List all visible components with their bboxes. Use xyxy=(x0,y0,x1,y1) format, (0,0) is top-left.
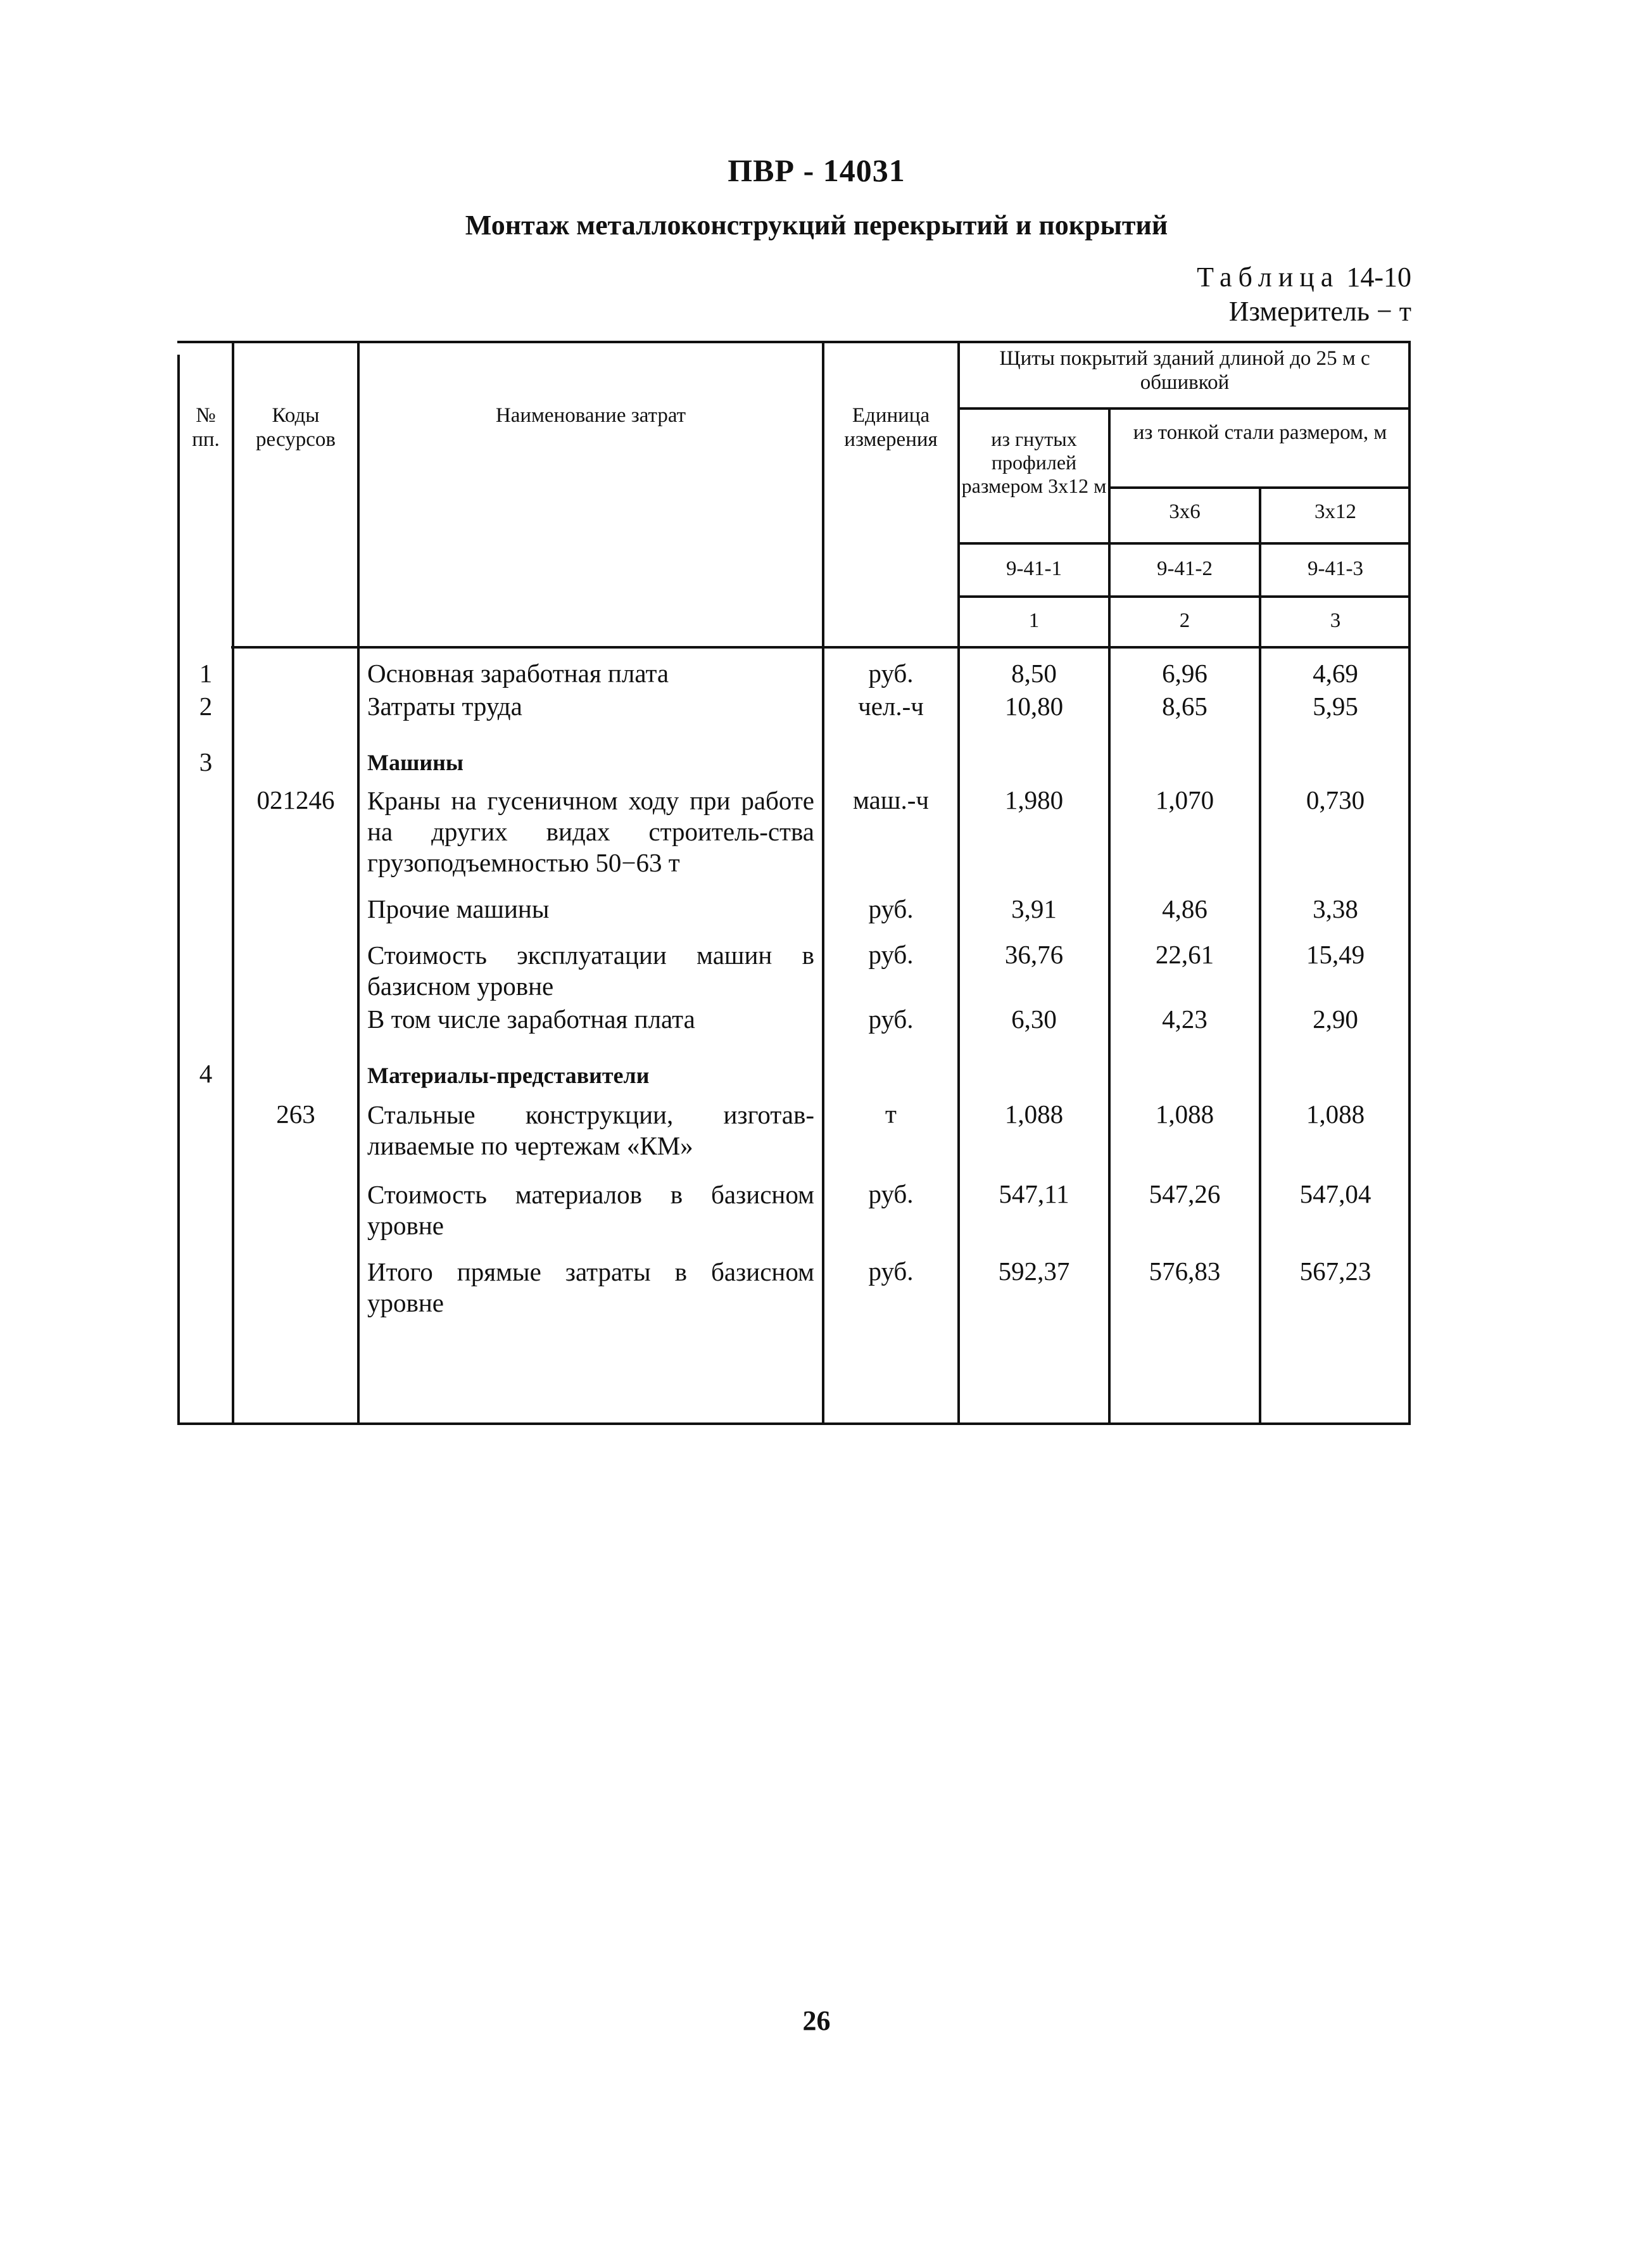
row-value-1: 10,80 xyxy=(1004,692,1064,721)
row-value-1: 6,30 xyxy=(1011,1004,1057,1034)
row-value-2: 1,088 xyxy=(1155,1099,1214,1129)
row-value-1: 1,088 xyxy=(1004,1099,1064,1129)
row-unit: руб. xyxy=(868,1257,914,1286)
row-code: 263 xyxy=(276,1099,315,1129)
row-value-2: 22,61 xyxy=(1155,940,1214,969)
row-code: 021246 xyxy=(256,785,335,814)
row-unit: руб. xyxy=(868,1004,914,1034)
row-value-2: 8,65 xyxy=(1162,692,1207,721)
row-value-1: 547,11 xyxy=(999,1179,1069,1208)
header-bent-profiles: из гнутых профилей размером 3x12 м xyxy=(961,428,1107,497)
header-code-2: 9-41-2 xyxy=(1157,557,1213,580)
row-name: В том числе заработная плата xyxy=(367,1004,695,1034)
row-name: Затраты труда xyxy=(367,692,522,721)
row-value-3: 3,38 xyxy=(1313,894,1358,923)
row-value-1: 1,980 xyxy=(1004,785,1064,814)
row-value-3: 0,730 xyxy=(1306,785,1365,814)
row-name: Краны на гусеничном ходу при работе на других видах строитель-ства грузоподъемностью 50−63 т xyxy=(367,786,814,878)
row-unit: руб. xyxy=(868,1179,914,1208)
row-num: 1 xyxy=(199,659,213,688)
row-value-3: 4,69 xyxy=(1313,659,1358,688)
row-value-2: 6,96 xyxy=(1162,659,1207,688)
header-size-3x6: 3x6 xyxy=(1169,500,1201,523)
row-unit: т xyxy=(885,1099,897,1129)
header-thin-steel: из тонкой стали размером, м xyxy=(1133,421,1387,444)
row-name: Основная заработная плата xyxy=(367,659,669,688)
header-col-3: 3 xyxy=(1330,609,1341,632)
row-value-1: 592,37 xyxy=(998,1257,1070,1286)
header-num: № пп. xyxy=(192,404,220,451)
header-code-1: 9-41-1 xyxy=(1006,557,1062,580)
header-group-title: Щиты покрытий зданий длиной до 25 м с обшивкой xyxy=(999,347,1370,394)
row-value-3: 567,23 xyxy=(1299,1257,1371,1286)
table-number: 14-10 xyxy=(1346,262,1411,293)
row-name: Итого прямые затраты в базисном уровне xyxy=(367,1257,814,1318)
page-number: 26 xyxy=(802,2005,831,2036)
row-value-1: 36,76 xyxy=(1004,940,1064,969)
row-unit: маш.-ч xyxy=(853,785,929,814)
row-name: Стальные конструкции, изготав-ливаемые по чертежам «КМ» xyxy=(367,1100,814,1161)
row-value-3: 15,49 xyxy=(1306,940,1365,969)
row-value-1: 8,50 xyxy=(1011,659,1057,688)
header-col-1: 1 xyxy=(1028,609,1040,632)
row-unit: чел.-ч xyxy=(858,692,924,721)
section-heading-materials: Материалы-представители xyxy=(367,1063,650,1088)
row-name: Стоимость материалов в базисном уровне xyxy=(367,1180,814,1241)
header-size-3x12: 3x12 xyxy=(1315,500,1356,523)
table-label-word: Таблица xyxy=(1197,262,1340,293)
unit-label: Измеритель − т xyxy=(1228,296,1411,327)
row-value-2: 1,070 xyxy=(1155,785,1214,814)
document-title: Монтаж металлоконструкций перекрытий и покрытий xyxy=(465,210,1168,241)
row-unit: руб. xyxy=(868,894,914,923)
header-codes: Коды ресурсов xyxy=(256,404,336,451)
row-value-3: 547,04 xyxy=(1299,1179,1371,1208)
row-name: Прочие машины xyxy=(367,894,550,923)
row-value-3: 1,088 xyxy=(1306,1099,1365,1129)
row-unit: руб. xyxy=(868,940,914,969)
row-num: 4 xyxy=(199,1059,213,1088)
row-value-3: 2,90 xyxy=(1313,1004,1358,1034)
row-value-2: 576,83 xyxy=(1149,1257,1221,1286)
row-value-2: 4,86 xyxy=(1162,894,1207,923)
row-name: Стоимость эксплуатации машин в базисном уровне xyxy=(367,941,814,1001)
header-name: Наименование затрат xyxy=(495,404,686,427)
header-unit: Единица измерения xyxy=(844,404,938,451)
row-value-3: 5,95 xyxy=(1313,692,1358,721)
document-code: ПВР - 14031 xyxy=(728,153,905,188)
header-col-2: 2 xyxy=(1179,609,1190,632)
row-value-1: 3,91 xyxy=(1011,894,1057,923)
row-unit: руб. xyxy=(868,659,914,688)
section-heading-machines: Машины xyxy=(367,750,463,775)
header-code-3: 9-41-3 xyxy=(1308,557,1363,580)
row-num: 3 xyxy=(199,747,213,776)
row-num: 2 xyxy=(199,692,213,721)
row-value-2: 547,26 xyxy=(1149,1179,1221,1208)
row-value-2: 4,23 xyxy=(1162,1004,1207,1034)
